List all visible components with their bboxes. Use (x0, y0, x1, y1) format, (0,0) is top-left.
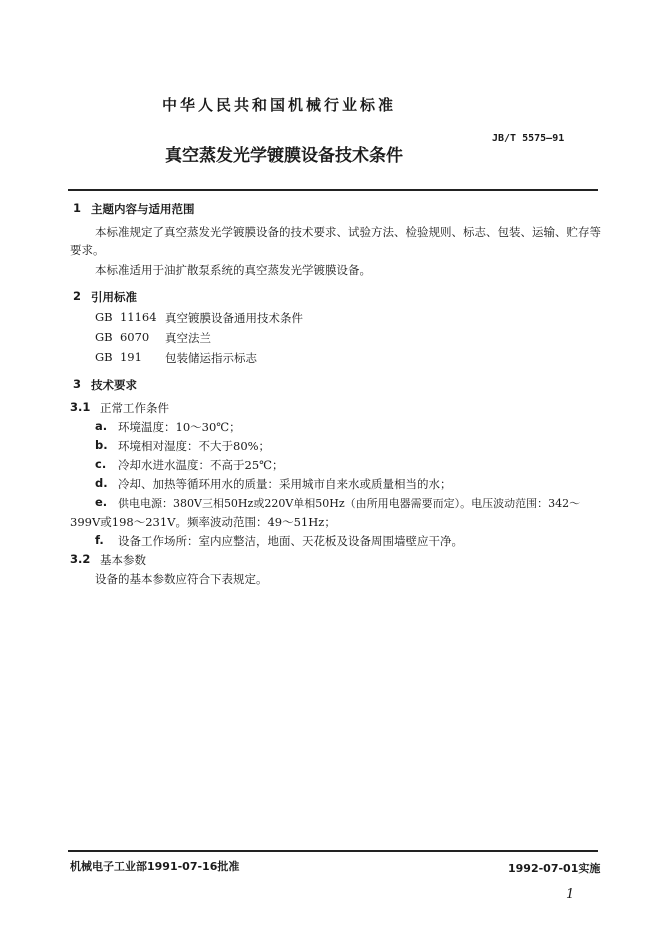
item-e-label: e. (95, 495, 108, 509)
section-2-number: 2 (73, 289, 82, 303)
reference-name: 真空法兰 (165, 331, 211, 345)
subsection-3-1-number: 3.1 (70, 400, 91, 414)
issuing-organization: 中华人民共和国机械行业标准 (162, 96, 397, 114)
section-1-number: 1 (73, 201, 82, 215)
section-1-paragraph-1-line-1: 本标准规定了真空蒸发光学镀膜设备的技术要求、试验方法、检验规则、标志、包装、运输、贮存等 (95, 225, 601, 239)
item-b-text: 环境相对湿度：不大于80%； (118, 439, 271, 453)
item-a-label: a. (95, 419, 108, 433)
section-1-heading: 主题内容与适用范围 (91, 202, 195, 216)
item-b-label: b. (95, 438, 108, 452)
item-e-line-1: 供电电源：380V三相50Hz或220V单相50Hz（由所用电器需要而定）。电压波动范围：342～ (118, 497, 581, 510)
subsection-3-2-number: 3.2 (70, 552, 91, 566)
item-d-label: d. (95, 476, 108, 490)
item-c-text: 冷却水进水温度：不高于25℃； (118, 458, 284, 472)
item-f-label: f. (95, 533, 104, 547)
footer-rule (68, 850, 598, 852)
effective-date: 1992-07-01实施 (508, 862, 601, 875)
reference-code: GB 6070 (95, 330, 150, 344)
reference-code: GB 191 (95, 350, 142, 364)
reference-name: 包装储运指示标志 (165, 351, 257, 365)
item-e-line-2: 399V或198～231V。频率波动范围：49～51Hz； (70, 515, 336, 529)
subsection-3-2-text: 设备的基本参数应符合下表规定。 (95, 572, 268, 586)
item-d-text: 冷却、加热等循环用水的质量：采用城市自来水或质量相当的水； (118, 477, 452, 491)
subsection-3-1-heading: 正常工作条件 (100, 401, 169, 415)
item-f-text: 设备工作场所：室内应整洁，地面、天花板及设备周围墙壁应干净。 (118, 534, 463, 548)
standard-number: JB/T 5575—91 (492, 133, 565, 144)
header-rule (68, 189, 598, 191)
section-3-heading: 技术要求 (91, 378, 137, 392)
item-c-label: c. (95, 457, 107, 471)
section-3-number: 3 (73, 377, 82, 391)
reference-name: 真空镀膜设备通用技术条件 (165, 311, 303, 325)
section-2-heading: 引用标准 (91, 290, 137, 304)
page-number: 1 (566, 887, 575, 902)
approval-date: 机械电子工业部1991-07-16批准 (70, 860, 240, 873)
section-1-paragraph-1-line-2: 要求。 (70, 243, 105, 257)
subsection-3-2-heading: 基本参数 (100, 553, 146, 567)
item-a-text: 环境温度：10～30℃； (118, 420, 241, 434)
reference-code: GB 11164 (95, 310, 157, 324)
document-title: 真空蒸发光学镀膜设备技术条件 (165, 146, 403, 166)
section-1-paragraph-2: 本标准适用于油扩散泵系统的真空蒸发光学镀膜设备。 (95, 263, 371, 277)
